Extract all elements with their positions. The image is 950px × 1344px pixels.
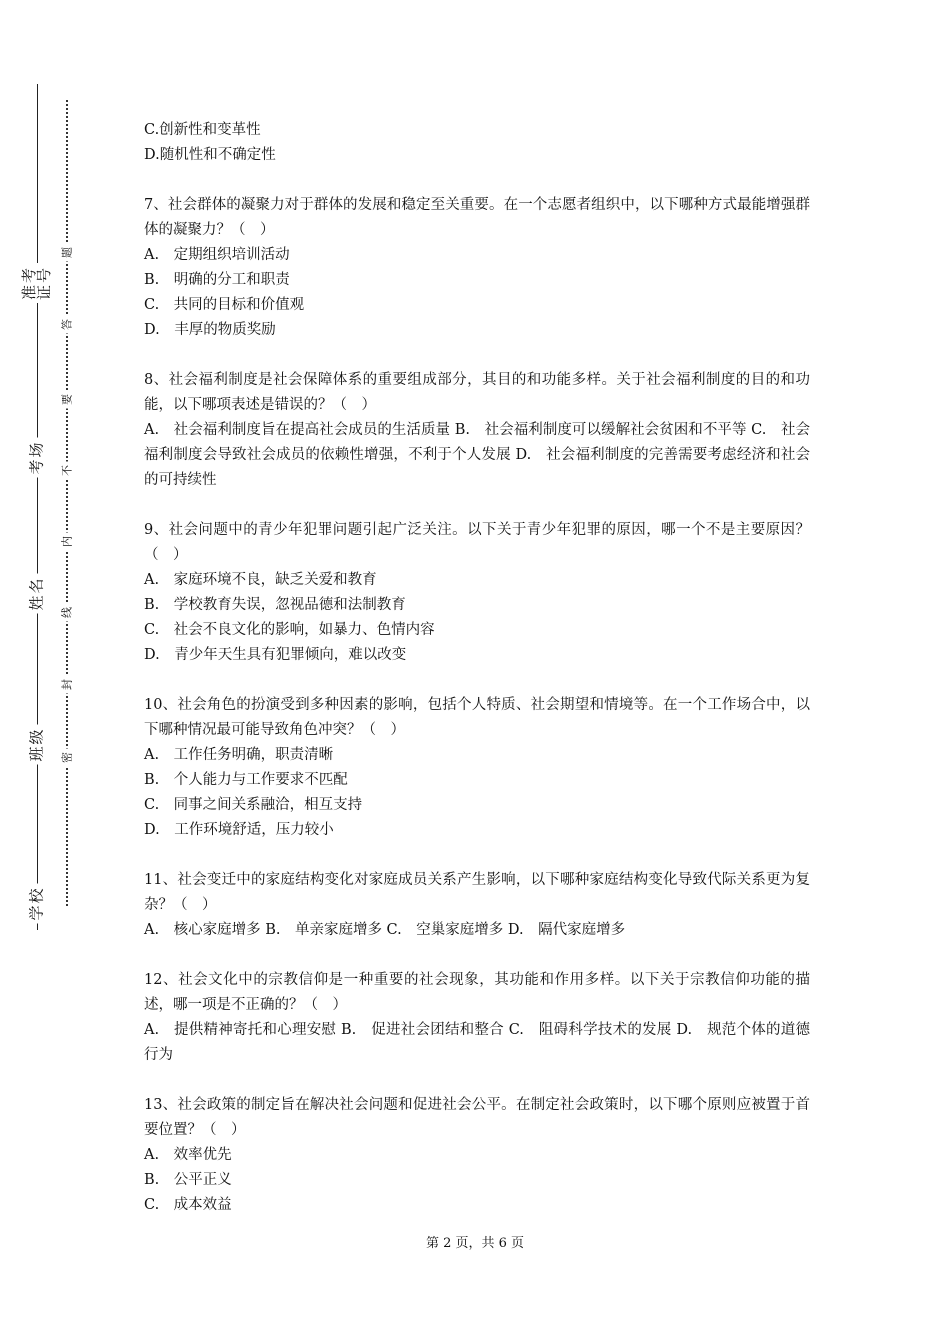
question-stem: 11、社会变迁中的家庭结构变化对家庭成员关系产生影响，以下哪种家庭结构变化导致代际关系更为复杂？（ ）: [144, 872, 810, 913]
seal-char-3: 要: [61, 391, 74, 409]
question-7: [144, 193, 810, 343]
options-inline: A. 核心家庭增多 B. 单亲家庭增多 C. 空巢家庭增多 D. 隔代家庭增多: [144, 922, 626, 938]
option: A. 定期组织培训活动: [144, 247, 290, 263]
seal-char-1: 题: [61, 244, 74, 262]
question-9: [144, 518, 810, 668]
field-label-exam-number: 准考证号: [22, 263, 52, 303]
question-8: [144, 368, 810, 493]
question-list: [144, 118, 810, 1243]
option: C. 社会不良文化的影响，如暴力、色情内容: [144, 622, 435, 638]
question-13: [144, 1093, 810, 1218]
question-12: [144, 968, 810, 1068]
question-stem: 7、社会群体的凝聚力对于群体的发展和稳定至关重要。在一个志愿者组织中，以下哪种方式最能增强群体的凝聚力？（ ）: [144, 197, 810, 238]
field-label-school: 学校: [30, 884, 45, 924]
seal-char-4: 不: [61, 462, 74, 480]
option: D.随机性和不确定性: [144, 147, 276, 163]
option: C.创新性和变革性: [144, 122, 261, 138]
option: C. 成本效益: [144, 1197, 232, 1213]
option: A. 效率优先: [144, 1147, 232, 1163]
question-stem: 9、社会问题中的青少年犯罪问题引起广泛关注。以下关于青少年犯罪的原因，哪一个不是主要原因？（ ）: [144, 522, 810, 563]
options-inline: A. 社会福利制度旨在提高社会成员的生活质量 B. 社会福利制度可以缓解社会贫困和不平等 C. 社会福利制度会导致社会成员的依赖性增强，不利于个人发展 D. 社会福利制度的完善需要考虑经济和社会的可持续性: [144, 422, 810, 488]
option: B. 学校教育失误，忽视品德和法制教育: [144, 597, 406, 613]
seal-char-5: 内: [61, 533, 74, 551]
option: C. 共同的目标和价值观: [144, 297, 305, 313]
question-stem: 13、社会政策的制定旨在解决社会问题和促进社会公平。在制定社会政策时，以下哪个原则应被置于首要位置？（ ）: [144, 1097, 810, 1138]
seal-char-8: 密: [61, 749, 74, 767]
binding-dotted-line: [66, 100, 68, 906]
option: D. 工作环境舒适，压力较小: [144, 822, 334, 838]
question-stem: 8、社会福利制度是社会保障体系的重要组成部分，其目的和功能多样。关于社会福利制度的目的和功能，以下哪项表述是错误的？（ ）: [144, 372, 810, 413]
binding-solid-line: [37, 84, 38, 930]
question-10: [144, 693, 810, 843]
question-stem: 10、社会角色的扮演受到多种因素的影响，包括个人特质、社会期望和情境等。在一个工作场合中，以下哪种情况最可能导致角色冲突？（ ）: [144, 697, 810, 738]
seal-char-7: 封: [61, 676, 74, 694]
seal-char-2: 答: [61, 316, 74, 334]
question-stem: 12、社会文化中的宗教信仰是一种重要的社会现象，其功能和作用多样。以下关于宗教信仰功能的描述，哪一项是不正确的？（ ）: [144, 972, 810, 1013]
page-footer: 第 2 页，共 6 页: [425, 1236, 525, 1251]
option: B. 公平正义: [144, 1172, 232, 1188]
option: A. 家庭环境不良，缺乏关爱和教育: [144, 572, 377, 588]
option: D. 青少年天生具有犯罪倾向，难以改变: [144, 647, 407, 663]
options-inline: A. 提供精神寄托和心理安慰 B. 促进社会团结和整合 C. 阻碍科学技术的发展 D. 规范个体的道德行为: [144, 1022, 810, 1063]
seal-char-6: 线: [61, 604, 74, 622]
option: A. 工作任务明确，职责清晰: [144, 747, 334, 763]
question-11: [144, 868, 810, 943]
field-label-class: 班级: [30, 725, 45, 765]
option: B. 明确的分工和职责: [144, 272, 290, 288]
question-carryover: [144, 118, 810, 168]
field-label-exam-room: 考场: [30, 438, 45, 478]
option: B. 个人能力与工作要求不匹配: [144, 772, 348, 788]
field-label-name: 姓名: [30, 574, 45, 614]
option: C. 同事之间关系融洽，相互支持: [144, 797, 363, 813]
option: D. 丰厚的物质奖励: [144, 322, 276, 338]
